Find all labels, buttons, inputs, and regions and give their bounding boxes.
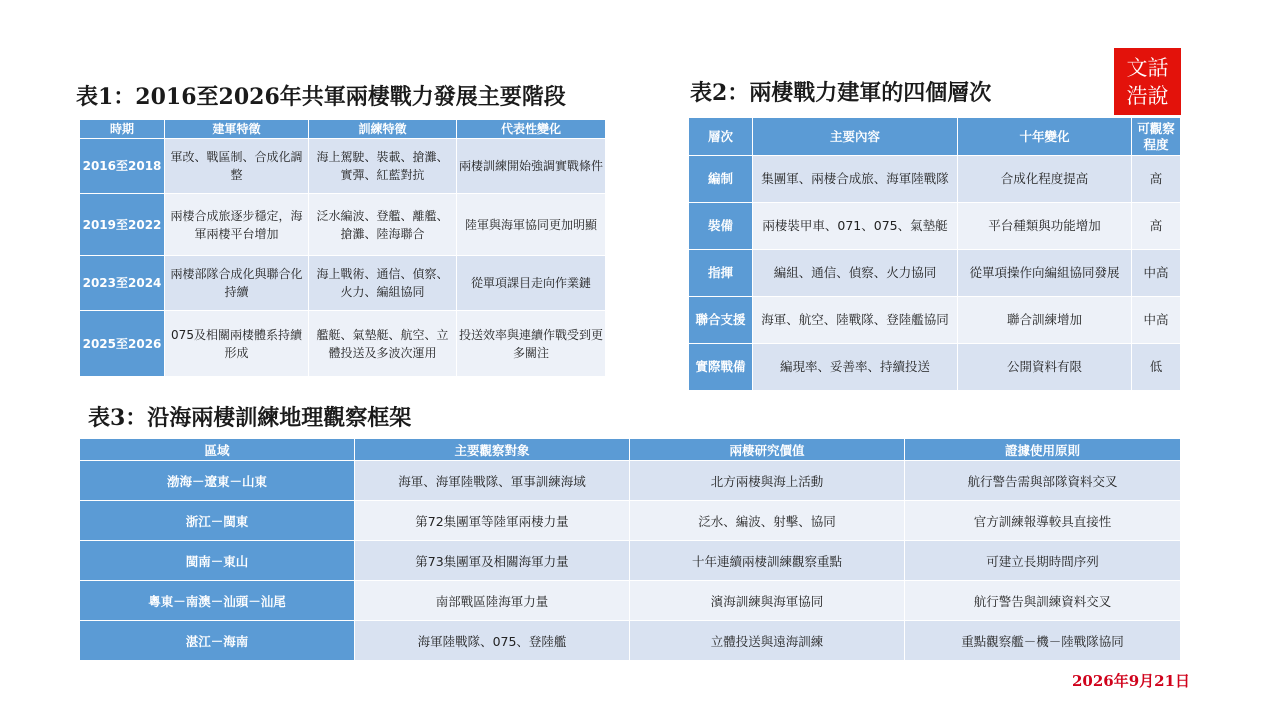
table-row — [689, 344, 1181, 391]
table3-header-region: 區域 — [80, 439, 355, 461]
table1-header-training: 訓練特徵 — [309, 120, 457, 139]
table2-header-observability: 可觀察程度 — [1132, 118, 1181, 156]
table-row — [80, 461, 1181, 501]
table1-build-cell: 軍改、戰區制、合成化調整 — [165, 139, 309, 194]
table3-region-cell: 閩南－東山 — [80, 541, 355, 581]
table-row — [80, 581, 1181, 621]
table2-content-cell: 編組、通信、偵察、火力協同 — [753, 250, 958, 297]
table1-change-cell: 兩棲訓練開始強調實戰條件 — [457, 139, 606, 194]
table3-principle-cell: 航行警告與訓練資料交叉 — [905, 581, 1181, 621]
table2-change-cell: 平台種類與功能增加 — [958, 203, 1132, 250]
table2-level-cell: 實際戰備 — [689, 344, 753, 391]
table1-period-cell: 2023至2024 — [80, 256, 165, 311]
table1-training-cell: 海上戰術、通信、偵察、火力、編組協同 — [309, 256, 457, 311]
table3-subject-cell: 第72集團軍等陸軍兩棲力量 — [355, 501, 630, 541]
table1-header-change: 代表性變化 — [457, 120, 606, 139]
table1-header-row — [80, 120, 606, 139]
publish-date: 2026年9月21日 — [1072, 672, 1191, 690]
table-row — [80, 194, 606, 256]
table-row — [80, 256, 606, 311]
table2-change-cell: 合成化程度提高 — [958, 156, 1132, 203]
table-row — [689, 203, 1181, 250]
table3-region-cell: 湛江－海南 — [80, 621, 355, 661]
table2-observability-cell: 中高 — [1132, 297, 1181, 344]
table2-observability-cell: 中高 — [1132, 250, 1181, 297]
table1-change-cell: 從單項課目走向作業鏈 — [457, 256, 606, 311]
table3 — [79, 438, 1181, 661]
table3-value-cell: 濱海訓練與海軍協同 — [630, 581, 905, 621]
table3-principle-cell: 官方訓練報導較具直接性 — [905, 501, 1181, 541]
table3-value-cell: 十年連續兩棲訓練觀察重點 — [630, 541, 905, 581]
table1 — [79, 119, 606, 377]
table2-header-level: 層次 — [689, 118, 753, 156]
table-row — [689, 156, 1181, 203]
table2-level-cell: 裝備 — [689, 203, 753, 250]
table1-header-build: 建軍特徵 — [165, 120, 309, 139]
table3-header-subject: 主要觀察對象 — [355, 439, 630, 461]
table2-content-cell: 編現率、妥善率、持續投送 — [753, 344, 958, 391]
table2-observability-cell: 高 — [1132, 203, 1181, 250]
table3-principle-cell: 重點觀察艦－機－陸戰隊協同 — [905, 621, 1181, 661]
table2-level-cell: 指揮 — [689, 250, 753, 297]
table3-region-cell: 粵東－南澳－汕頭－汕尾 — [80, 581, 355, 621]
table3-subject-cell: 海軍陸戰隊、075、登陸艦 — [355, 621, 630, 661]
table2-level-cell: 編制 — [689, 156, 753, 203]
table1-build-cell: 075及相關兩棲體系持續形成 — [165, 311, 309, 377]
table2-content-cell: 集團軍、兩棲合成旅、海軍陸戰隊 — [753, 156, 958, 203]
table3-value-cell: 北方兩棲與海上活動 — [630, 461, 905, 501]
table1-change-cell: 投送效率與連續作戰受到更多關注 — [457, 311, 606, 377]
table3-region-cell: 渤海－遼東－山東 — [80, 461, 355, 501]
table3-header-value: 兩棲研究價值 — [630, 439, 905, 461]
table3-value-cell: 泛水、編波、射擊、協同 — [630, 501, 905, 541]
table-row — [80, 541, 1181, 581]
table3-principle-cell: 可建立長期時間序列 — [905, 541, 1181, 581]
table-row — [80, 501, 1181, 541]
table1-period-cell: 2019至2022 — [80, 194, 165, 256]
table1-period-cell: 2016至2018 — [80, 139, 165, 194]
table1-period-cell: 2025至2026 — [80, 311, 165, 377]
table2-change-cell: 公開資料有限 — [958, 344, 1132, 391]
table2 — [688, 117, 1181, 391]
table-row — [80, 621, 1181, 661]
table2-observability-cell: 低 — [1132, 344, 1181, 391]
table-row — [80, 139, 606, 194]
table3-title: 表3：沿海兩棲訓練地理觀察框架 — [88, 405, 412, 431]
table3-subject-cell: 第73集團軍及相關海軍力量 — [355, 541, 630, 581]
table2-header-change: 十年變化 — [958, 118, 1132, 156]
brand-logo — [1114, 48, 1181, 115]
table3-value-cell: 立體投送與遠海訓練 — [630, 621, 905, 661]
logo-line-2: 浩說 — [1126, 83, 1169, 108]
table1-build-cell: 兩棲合成旅逐步穩定，海軍兩棲平台增加 — [165, 194, 309, 256]
table1-training-cell: 泛水編波、登艦、離艦、搶灘、陸海聯合 — [309, 194, 457, 256]
table3-region-cell: 浙江－閩東 — [80, 501, 355, 541]
table1-training-cell: 艦艇、氣墊艇、航空、立體投送及多波次運用 — [309, 311, 457, 377]
table3-subject-cell: 南部戰區陸海軍力量 — [355, 581, 630, 621]
table2-change-cell: 從單項操作向編組協同發展 — [958, 250, 1132, 297]
table3-principle-cell: 航行警告需與部隊資料交叉 — [905, 461, 1181, 501]
table2-content-cell: 海軍、航空、陸戰隊、登陸艦協同 — [753, 297, 958, 344]
logo-line-1: 文話 — [1126, 55, 1169, 80]
table3-subject-cell: 海軍、海軍陸戰隊、軍事訓練海域 — [355, 461, 630, 501]
table2-level-cell: 聯合支援 — [689, 297, 753, 344]
table2-header-row — [689, 118, 1181, 156]
table-row — [689, 250, 1181, 297]
table2-content-cell: 兩棲裝甲車、071、075、氣墊艇 — [753, 203, 958, 250]
table1-training-cell: 海上駕駛、裝載、搶灘、實彈、紅藍對抗 — [309, 139, 457, 194]
table1-title: 表1：2016至2026年共軍兩棲戰力發展主要階段 — [76, 84, 566, 110]
table2-change-cell: 聯合訓練增加 — [958, 297, 1132, 344]
table1-header-period: 時期 — [80, 120, 165, 139]
table3-header-principle: 證據使用原則 — [905, 439, 1181, 461]
table2-observability-cell: 高 — [1132, 156, 1181, 203]
table3-header-row — [80, 439, 1181, 461]
table2-header-content: 主要內容 — [753, 118, 958, 156]
table1-build-cell: 兩棲部隊合成化與聯合化持續 — [165, 256, 309, 311]
table-row — [80, 311, 606, 377]
table-row — [689, 297, 1181, 344]
table2-title: 表2：兩棲戰力建軍的四個層次 — [690, 80, 992, 106]
table1-change-cell: 陸軍與海軍協同更加明顯 — [457, 194, 606, 256]
